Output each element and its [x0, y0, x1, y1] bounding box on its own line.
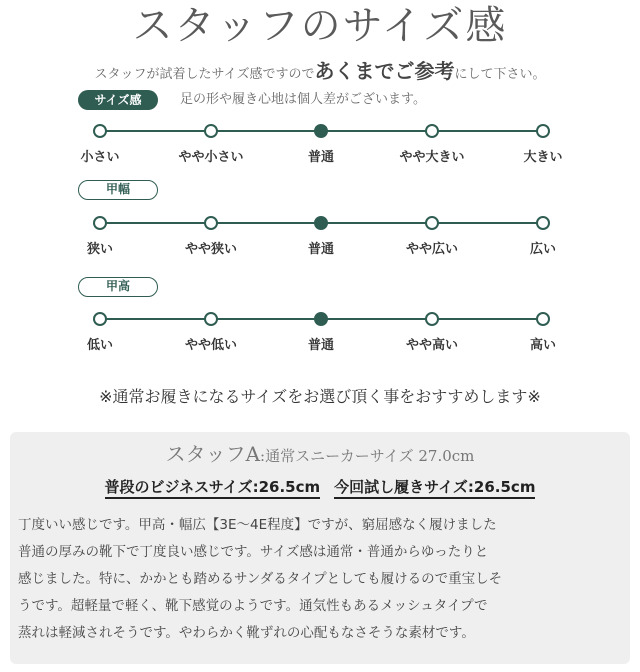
scale-option-label: 広い — [529, 242, 556, 257]
scale-option-label: やや低い — [184, 338, 237, 353]
intro-before: スタッフが試着したサイズ感ですので — [94, 67, 315, 82]
scale-option-label: やや狭い — [184, 242, 237, 257]
scale-dot — [93, 216, 107, 230]
instep-height-scale — [0, 312, 640, 352]
staff-sizes — [10, 476, 630, 497]
scale-dot — [204, 312, 218, 326]
page-title: スタッフのサイズ感 — [132, 3, 508, 49]
scale-dot — [93, 312, 107, 326]
instep-width-scale — [0, 216, 640, 256]
scale-option-label: 普通 — [307, 150, 334, 165]
staff-header — [10, 438, 630, 467]
scale-option-label: やや高い — [405, 338, 458, 353]
scale-dot-selected — [314, 312, 328, 326]
staff-review-panel — [10, 432, 630, 664]
scale-dot — [425, 124, 439, 138]
size-feel-badge: サイズ感 — [78, 90, 158, 110]
instep-height-badge: 甲高 — [78, 277, 158, 297]
review-text — [18, 512, 622, 647]
size-recommendation: ※通常お履きになるサイズをお選び頂く事をおすすめします※ — [99, 387, 541, 406]
scale-dot — [536, 312, 550, 326]
scale-dot-selected — [314, 216, 328, 230]
scale-option-label: やや大きい — [399, 150, 465, 165]
size-feel-scale — [0, 124, 640, 164]
business-size: 普段のビジネスサイズ:26.5cm — [105, 478, 321, 499]
staff-separator: : — [260, 447, 266, 465]
intro-after: にして下さい。 — [454, 67, 546, 82]
scale-dot — [536, 124, 550, 138]
review-line: うです。超軽量で軽く、靴下感覚のようです。通気性もあるメッシュタイプで — [18, 598, 488, 614]
scale-dot — [204, 216, 218, 230]
scale-option-label: 狭い — [86, 242, 113, 257]
review-line: 丁度いい感じです。甲高・幅広【3E～4E程度】ですが、窮屈感なく履けました — [18, 517, 497, 533]
review-line: 感じました。特に、かかとも踏めるサンダるタイプとしても履けるので重宝しそ — [18, 571, 503, 587]
scale-option-label: 低い — [86, 338, 113, 353]
scale-dot — [425, 216, 439, 230]
scale-option-label: 小さい — [80, 150, 120, 165]
scale-dot-selected — [314, 124, 328, 138]
review-line: 蒸れは軽減されそうです。やわらかく靴ずれの心配もなさそうな素材です。 — [18, 625, 475, 641]
scale-dot — [425, 312, 439, 326]
intro-text — [0, 58, 640, 88]
scale-option-label: 高い — [529, 338, 556, 353]
instep-width-badge: 甲幅 — [78, 180, 158, 200]
staff-name: スタッフA — [165, 442, 261, 466]
scale-dot — [93, 124, 107, 138]
scale-option-label: 大きい — [523, 150, 563, 165]
scale-option-label: 普通 — [307, 242, 334, 257]
staff-usual-size: 通常スニーカーサイズ 27.0cm — [265, 447, 475, 465]
review-line: 普通の厚みの靴下で丁度良い感じです。サイズ感は通常・普通からゆったりと — [18, 544, 489, 560]
scale-option-label: 普通 — [307, 338, 334, 353]
fit-note: 足の形や履き心地は個人差がございます。 — [180, 92, 426, 107]
intro-emphasis: あくまでご参考 — [314, 59, 455, 83]
scale-dot — [536, 216, 550, 230]
scale-dot — [204, 124, 218, 138]
scale-option-label: やや広い — [405, 242, 458, 257]
scale-option-label: やや小さい — [178, 150, 244, 165]
tried-size: 今回試し履きサイズ:26.5cm — [334, 478, 535, 499]
